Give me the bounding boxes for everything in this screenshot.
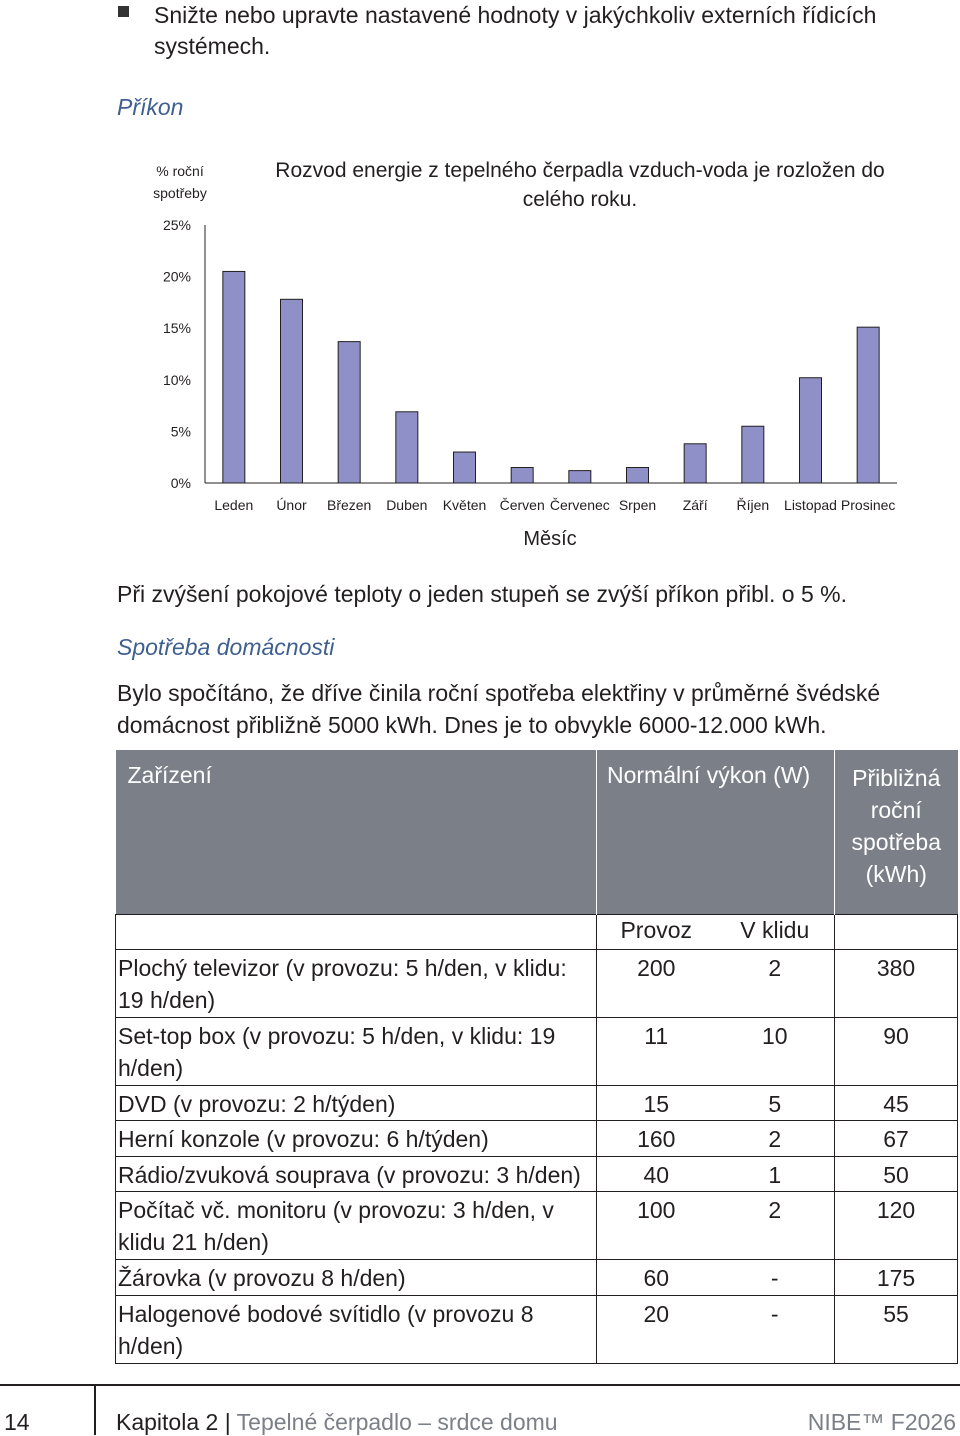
cell-power-standby: 1 bbox=[716, 1157, 835, 1192]
footer-divider bbox=[94, 1386, 96, 1435]
cell-device: DVD (v provozu: 2 h/týden) bbox=[116, 1086, 597, 1121]
cell-power-on: 200 bbox=[597, 950, 716, 1018]
cell-power-on: 160 bbox=[597, 1121, 716, 1157]
cell-power-on: 11 bbox=[597, 1018, 716, 1086]
header-device: Zařízení bbox=[116, 750, 597, 915]
bar-červen bbox=[511, 468, 533, 483]
x-tick-label: Duben bbox=[386, 497, 428, 513]
y-tick-label: 0% bbox=[170, 475, 191, 491]
cell-annual: 45 bbox=[835, 1086, 958, 1121]
bar-říjen bbox=[742, 426, 764, 483]
table-body bbox=[116, 950, 958, 1364]
cell-device: Žárovka (v provozu 8 h/den) bbox=[116, 1260, 597, 1296]
paragraph-room-temp: Při zvýšení pokojové teploty o jeden stupeň se zvýší příkon přibl. o 5 %. bbox=[117, 581, 847, 607]
table-row bbox=[116, 1018, 958, 1086]
footer-rule bbox=[0, 1384, 960, 1386]
x-tick-label: Říjen bbox=[736, 497, 770, 513]
footer-chapter bbox=[116, 1409, 558, 1436]
x-tick-label: Srpen bbox=[618, 497, 657, 513]
chart-ylabel: % roční spotřeby bbox=[153, 163, 207, 201]
brand-label: NIBE™ F2026 bbox=[807, 1409, 956, 1435]
cell-annual: 67 bbox=[835, 1121, 958, 1157]
table-row bbox=[116, 1157, 958, 1192]
cell-power-on: 60 bbox=[597, 1260, 716, 1296]
table-row bbox=[116, 1192, 958, 1260]
bar-chart bbox=[0, 0, 960, 560]
x-tick-label: Červenec bbox=[549, 497, 610, 513]
cell-annual: 380 bbox=[835, 950, 958, 1018]
chapter-label: Kapitola 2 bbox=[116, 1409, 219, 1435]
subheader-on: Provoz bbox=[597, 915, 716, 950]
x-tick-label: Červen bbox=[499, 497, 545, 513]
chart-xlabel: Měsíc bbox=[523, 528, 577, 550]
y-tick-label: 10% bbox=[162, 371, 191, 388]
cell-device: Počítač vč. monitoru (v provozu: 3 h/den, v klidu 21 h/den) bbox=[116, 1192, 597, 1260]
consumption-table bbox=[115, 750, 958, 1364]
cell-power-standby: 2 bbox=[716, 950, 835, 1018]
cell-power-on: 20 bbox=[597, 1296, 716, 1364]
table-row bbox=[116, 1260, 958, 1296]
x-tick-label: Září bbox=[682, 497, 708, 513]
y-tick-label: 5% bbox=[170, 423, 191, 440]
cell-power-standby: 10 bbox=[716, 1018, 835, 1086]
bar-březen bbox=[338, 342, 360, 483]
table-row bbox=[116, 950, 958, 1018]
subheader-standby: V klidu bbox=[716, 915, 835, 950]
table-header-row bbox=[116, 750, 958, 915]
x-tick-label: Listopad bbox=[784, 497, 837, 513]
bar-září bbox=[684, 444, 706, 483]
bar-únor bbox=[281, 299, 303, 483]
y-tick-label: 15% bbox=[162, 320, 191, 337]
footer-separator: | bbox=[224, 1409, 231, 1435]
chart-title: Rozvod energie z tepelného čerpadla vzduch-voda je rozložen do celého roku. bbox=[275, 159, 885, 211]
table-subheader-row bbox=[116, 915, 958, 950]
x-tick-label: Květen bbox=[442, 497, 487, 513]
cell-power-on: 40 bbox=[597, 1157, 716, 1192]
bar-listopad bbox=[800, 378, 822, 483]
x-tick-label: Leden bbox=[214, 497, 254, 513]
x-tick-label: Březen bbox=[326, 497, 372, 513]
paragraph-household: Bylo spočítáno, že dříve činila roční spotřeba elektřiny v průměrné švédské domácnost přibližně 5000 kWh. Dnes je to obvykle 6000-12.000 kWh. bbox=[117, 680, 881, 738]
cell-power-standby: - bbox=[716, 1296, 835, 1364]
x-tick-label: Únor bbox=[276, 497, 307, 513]
subheader-empty bbox=[116, 915, 597, 950]
cell-annual: 50 bbox=[835, 1157, 958, 1192]
cell-device: Rádio/zvuková souprava (v provozu: 3 h/den) bbox=[116, 1157, 597, 1192]
section-heading-spotreba: Spotřeba domácnosti bbox=[117, 634, 335, 660]
cell-device: Herní konzole (v provozu: 6 h/týden) bbox=[116, 1121, 597, 1157]
cell-annual: 90 bbox=[835, 1018, 958, 1086]
section-heading-prikon: Příkon bbox=[117, 94, 184, 120]
x-tick-label: Prosinec bbox=[840, 497, 896, 513]
cell-annual: 120 bbox=[835, 1192, 958, 1260]
page-number: 14 bbox=[4, 1409, 30, 1435]
header-annual: Přibližná roční spotřeba (kWh) bbox=[835, 750, 958, 915]
chapter-title: Tepelné čerpadlo – srdce domu bbox=[236, 1409, 558, 1435]
header-power: Normální výkon (W) bbox=[597, 750, 835, 915]
cell-device: Set-top box (v provozu: 5 h/den, v klidu: 19 h/den) bbox=[116, 1018, 597, 1086]
cell-device: Plochý televizor (v provozu: 5 h/den, v klidu: 19 h/den) bbox=[116, 950, 597, 1018]
cell-power-standby: 2 bbox=[716, 1192, 835, 1260]
cell-power-on: 15 bbox=[597, 1086, 716, 1121]
bar-květen bbox=[454, 452, 476, 483]
table-row bbox=[116, 1086, 958, 1121]
y-tick-label: 20% bbox=[162, 268, 191, 285]
bullet-text: Snižte nebo upravte nastavené hodnoty v jakýchkoliv externích řídicích systémech. bbox=[154, 2, 877, 59]
subheader-empty-2 bbox=[835, 915, 958, 950]
cell-power-standby: 2 bbox=[716, 1121, 835, 1157]
cell-device: Halogenové bodové svítidlo (v provozu 8 h/den) bbox=[116, 1296, 597, 1364]
cell-power-standby: 5 bbox=[716, 1086, 835, 1121]
bar-červenec bbox=[569, 471, 591, 483]
table-row bbox=[116, 1296, 958, 1364]
y-tick-label: 25% bbox=[162, 217, 191, 233]
cell-power-on: 100 bbox=[597, 1192, 716, 1260]
table-row bbox=[116, 1121, 958, 1157]
cell-annual: 55 bbox=[835, 1296, 958, 1364]
bar-srpen bbox=[627, 468, 649, 483]
cell-annual: 175 bbox=[835, 1260, 958, 1296]
bar-leden bbox=[223, 271, 245, 483]
cell-power-standby: - bbox=[716, 1260, 835, 1296]
bar-prosinec bbox=[857, 327, 879, 483]
bar-duben bbox=[396, 412, 418, 483]
